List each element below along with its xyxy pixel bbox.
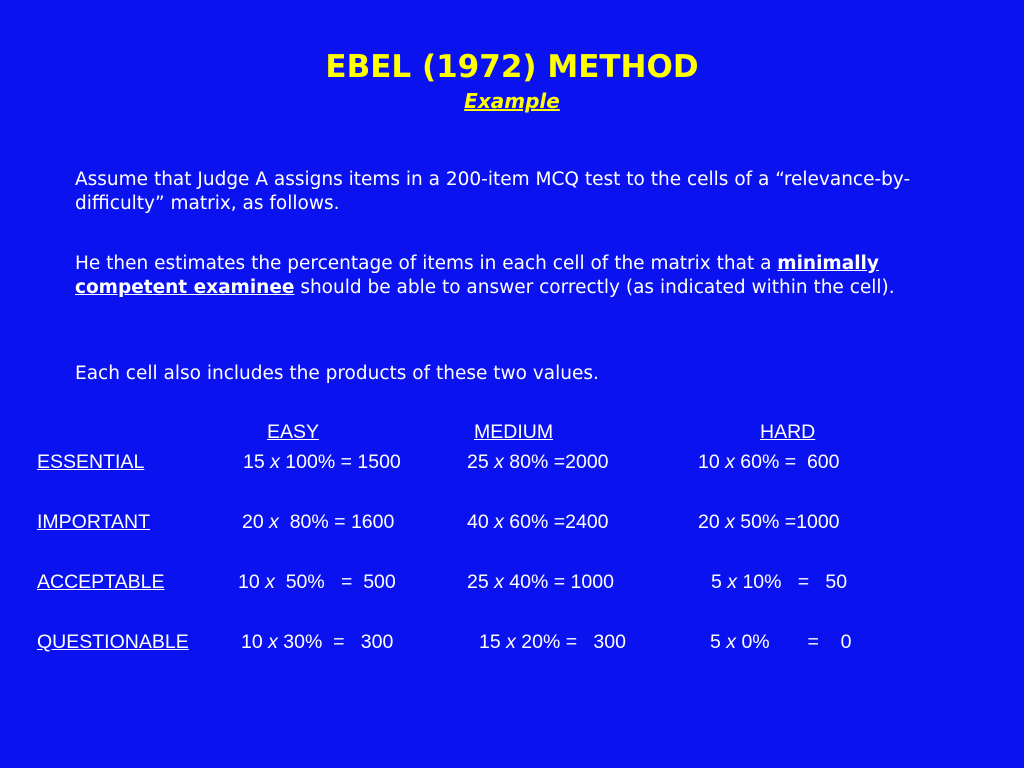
cell-product: 50% =1000 bbox=[734, 511, 840, 533]
cell-product: 80% = 1600 bbox=[278, 511, 395, 533]
cell-count: 15 bbox=[243, 451, 265, 473]
cell-count: 10 bbox=[241, 631, 263, 653]
cell-count: 25 bbox=[467, 571, 489, 593]
column-header-easy: EASY bbox=[267, 421, 320, 443]
cell-count: 20 bbox=[698, 511, 720, 533]
cell-count: 10 bbox=[698, 451, 720, 473]
times-symbol: x bbox=[506, 631, 516, 653]
cell-product: 20% = 300 bbox=[515, 631, 626, 653]
slide-subtitle: Example bbox=[464, 89, 560, 113]
cell-product: 10% = 50 bbox=[737, 571, 848, 593]
row-label-important: IMPORTANT bbox=[37, 511, 151, 533]
cell-essential-hard bbox=[698, 450, 840, 474]
times-symbol: x bbox=[494, 511, 504, 533]
cell-acceptable-easy bbox=[238, 570, 396, 594]
times-symbol: x bbox=[494, 451, 504, 473]
row-label-essential: ESSENTIAL bbox=[37, 451, 145, 473]
times-symbol: x bbox=[265, 571, 275, 593]
paragraph-estimate-start: He then estimates the percentage of items in each cell of the matrix that a bbox=[75, 253, 778, 274]
cell-product: 0% = 0 bbox=[736, 631, 852, 653]
cell-product: 30% = 300 bbox=[277, 631, 394, 653]
cell-product: 60% =2400 bbox=[503, 511, 609, 533]
cell-product: 40% = 1000 bbox=[503, 571, 614, 593]
column-header-hard: HARD bbox=[760, 421, 816, 443]
cell-product: 80% =2000 bbox=[503, 451, 609, 473]
cell-questionable-hard bbox=[710, 630, 851, 654]
cell-essential-medium bbox=[467, 450, 609, 474]
times-symbol: x bbox=[725, 511, 735, 533]
cell-acceptable-hard bbox=[711, 570, 847, 594]
row-label-acceptable: ACCEPTABLE bbox=[37, 571, 165, 593]
cell-acceptable-medium bbox=[467, 570, 614, 594]
times-symbol: x bbox=[494, 571, 504, 593]
paragraph-assumption: Assume that Judge A assigns items in a 200-item MCQ test to the cells of a “relevance-by-difficulty” matrix, as follows. bbox=[75, 169, 911, 214]
cell-product: 60% = 600 bbox=[734, 451, 840, 473]
slide-title: EBEL (1972) METHOD bbox=[325, 49, 699, 85]
cell-count: 40 bbox=[467, 511, 489, 533]
times-symbol: x bbox=[269, 511, 279, 533]
paragraph-estimate-end: should be able to answer correctly (as indicated within the cell). bbox=[294, 277, 895, 298]
times-symbol: x bbox=[725, 451, 735, 473]
cell-count: 5 bbox=[710, 631, 721, 653]
cell-important-hard bbox=[698, 510, 840, 534]
cell-questionable-medium bbox=[479, 630, 626, 654]
paragraph-estimate bbox=[75, 252, 945, 300]
times-symbol: x bbox=[726, 631, 737, 653]
times-symbol: x bbox=[727, 571, 738, 593]
cell-important-medium bbox=[467, 510, 609, 534]
times-symbol: x bbox=[268, 631, 278, 653]
cell-count: 25 bbox=[467, 451, 489, 473]
cell-important-easy bbox=[242, 510, 394, 534]
emphasis-minimally-competent-examinee: minimally competent examinee bbox=[75, 253, 879, 298]
cell-count: 5 bbox=[711, 571, 722, 593]
cell-count: 10 bbox=[238, 571, 260, 593]
cell-questionable-easy bbox=[241, 630, 393, 654]
cell-count: 15 bbox=[479, 631, 501, 653]
paragraph-products: Each cell also includes the products of these two values. bbox=[75, 363, 599, 384]
cell-product: 100% = 1500 bbox=[279, 451, 401, 473]
cell-product: 50% = 500 bbox=[274, 571, 396, 593]
times-symbol: x bbox=[270, 451, 280, 473]
cell-essential-easy bbox=[243, 450, 401, 474]
row-label-questionable: QUESTIONABLE bbox=[37, 631, 189, 653]
column-header-medium: MEDIUM bbox=[474, 421, 554, 443]
cell-count: 20 bbox=[242, 511, 264, 533]
